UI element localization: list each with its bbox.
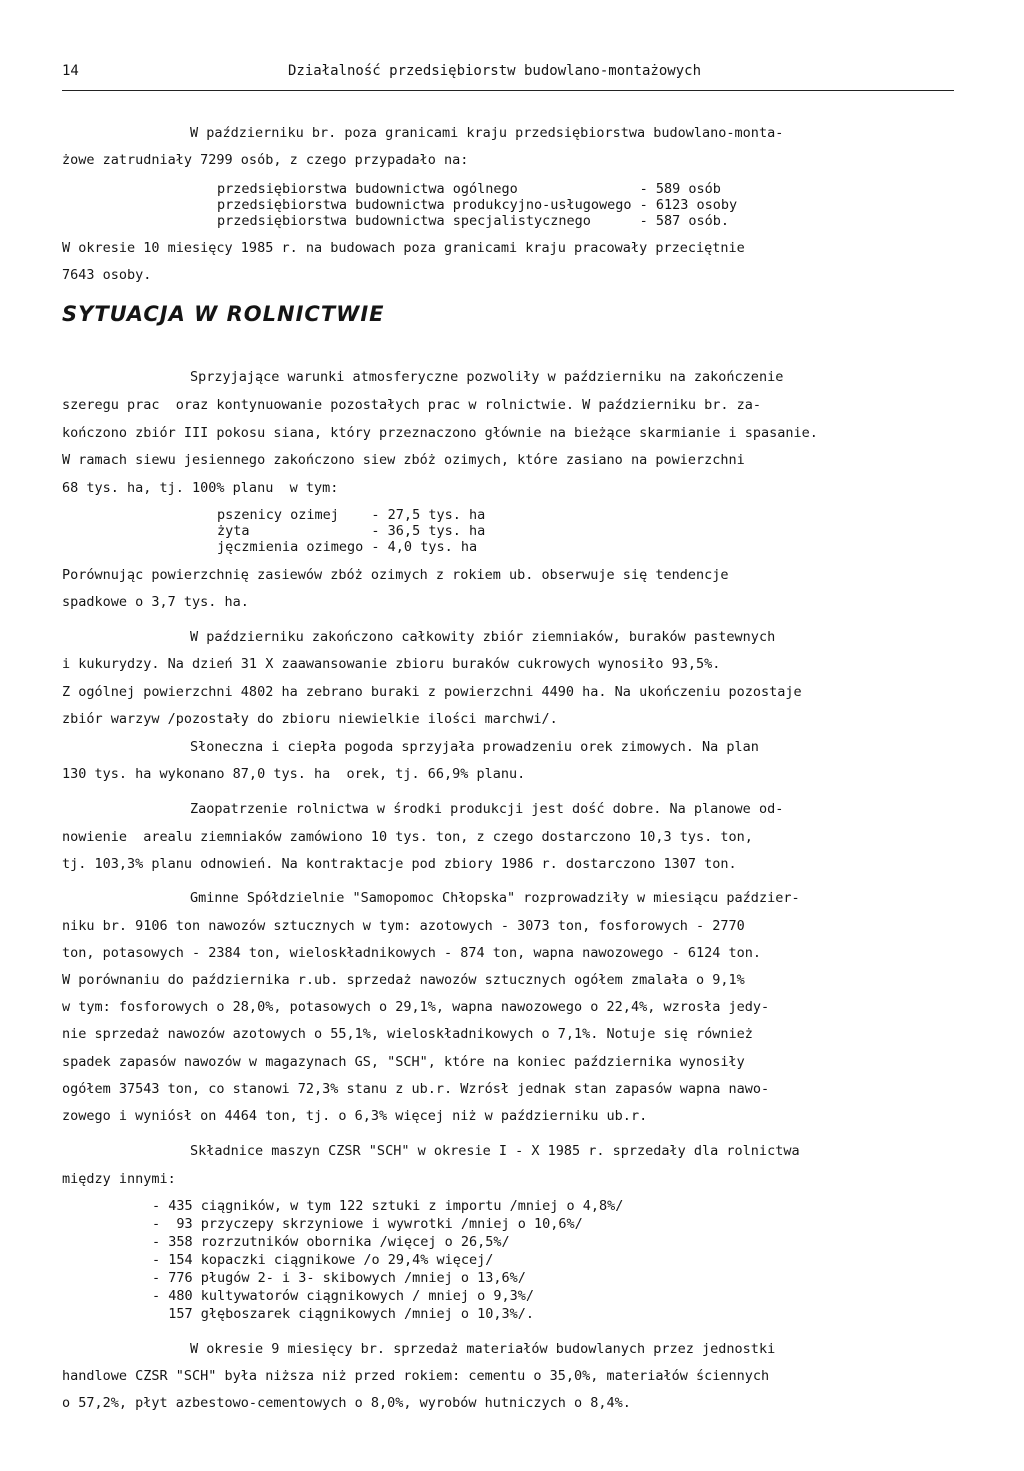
text-line: zowego i wyniósł on 4464 ton, tj. o 6,3% więcej niż w październiku ub.r. bbox=[62, 1108, 648, 1124]
text-line: w tym: fosforowych o 28,0%, potasowych o 29,1%, wapna nawozowego o 22,4%, wzrosła jedy- bbox=[62, 999, 770, 1015]
text-line: W okresie 9 miesięcy br. sprzedaż materiałów budowlanych przez jednostki bbox=[190, 1341, 776, 1357]
text-line: żowe zatrudniały 7299 osób, z czego przypadało na: bbox=[62, 152, 469, 168]
text-line: przedsiębiorstwa budownictwa specjalistycznego - 587 osób. bbox=[217, 213, 730, 229]
text-line: W porównaniu do października r.ub. sprzedaż nawozów sztucznych ogółem zmalała o 9,1% bbox=[62, 972, 745, 988]
text-line: nowienie arealu ziemniaków zamówiono 10 tys. ton, z czego dostarczono 10,3 tys. ton, bbox=[62, 829, 753, 845]
text-line: niku br. 9106 ton nawozów sztucznych w tym: azotowych - 3073 ton, fosforowych - 2770 bbox=[62, 918, 745, 934]
text-line: ton, potasowych - 2384 ton, wieloskładnikowych - 874 ton, wapna nawozowego - 6124 ton. bbox=[62, 945, 761, 961]
text-line: W okresie 10 miesięcy 1985 r. na budowach poza granicami kraju pracowały przeciętnie bbox=[62, 240, 745, 256]
text-line: spadek zapasów nawozów w magazynach GS, "SCH", które na koniec października wynosiły bbox=[62, 1054, 745, 1070]
text-line: żyta - 36,5 tys. ha bbox=[217, 523, 486, 539]
text-line: 130 tys. ha wykonano 87,0 tys. ha orek, tj. 66,9% planu. bbox=[62, 766, 526, 782]
text-line: Składnice maszyn CZSR "SCH" w okresie I - X 1985 r. sprzedały dla rolnictwa bbox=[190, 1143, 800, 1159]
text-line: W ramach siewu jesiennego zakończono siew zbóż ozimych, które zasiano na powierzchni bbox=[62, 452, 745, 468]
text-line: nie sprzedaż nawozów azotowych o 55,1%, wieloskładnikowych o 7,1%. Notuje się również bbox=[62, 1026, 753, 1042]
text-line: Sprzyjające warunki atmosferyczne pozwoliły w październiku na zakończenie bbox=[190, 369, 784, 385]
text-line: szeregu prac oraz kontynuowanie pozostałych prac w rolnictwie. W październiku br. za- bbox=[62, 397, 761, 413]
section-title: SYTUACJA W ROLNICTWIE bbox=[62, 302, 385, 326]
text-line: Z ogólnej powierzchni 4802 ha zebrano buraki z powierzchni 4490 ha. Na ukończeniu pozostaje bbox=[62, 684, 802, 700]
text-line: o 57,2%, płyt azbestowo-cementowych o 8,0%, wyrobów hutniczych o 8,4%. bbox=[62, 1395, 631, 1411]
text-line: - 358 rozrzutników obornika /więcej o 26,5%/ bbox=[152, 1234, 510, 1250]
text-line: 7643 osoby. bbox=[62, 267, 152, 283]
text-line: i kukurydzy. Na dzień 31 X zaawansowanie zbioru buraków cukrowych wynosiło 93,5%. bbox=[62, 656, 721, 672]
text-line: jęczmienia ozimego - 4,0 tys. ha bbox=[217, 539, 478, 555]
text-line: przedsiębiorstwa budownictwa ogólnego - 589 osób bbox=[217, 181, 721, 197]
text-line: - 93 przyczepy skrzyniowe i wywrotki /mniej o 10,6%/ bbox=[152, 1216, 583, 1232]
text-line: między innymi: bbox=[62, 1171, 176, 1187]
text-line: Słoneczna i ciepła pogoda sprzyjała prowadzeniu orek zimowych. Na plan bbox=[190, 739, 759, 755]
text-line: 157 głęboszarek ciągnikowych /mniej o 10,3%/. bbox=[152, 1306, 535, 1322]
text-line: Porównując powierzchnię zasiewów zbóż ozimych z rokiem ub. obserwuje się tendencje bbox=[62, 567, 729, 583]
text-line: Gminne Spółdzielnie "Samopomoc Chłopska" rozprowadziły w miesiącu paździer- bbox=[190, 890, 800, 906]
page-number: 14 bbox=[62, 63, 79, 79]
text-line: przedsiębiorstwa budownictwa produkcyjno-usługowego - 6123 osoby bbox=[217, 197, 738, 213]
text-line: zbiór warzyw /pozostały do zbioru niewielkie ilości marchwi/. bbox=[62, 711, 558, 727]
text-line: W październiku br. poza granicami kraju przedsiębiorstwa budowlano-monta- bbox=[190, 125, 784, 141]
text-line: W październiku zakończono całkowity zbiór ziemniaków, buraków pastewnych bbox=[190, 629, 776, 645]
text-line: - 435 ciągników, w tym 122 sztuki z importu /mniej o 4,8%/ bbox=[152, 1198, 624, 1214]
text-line: - 776 pługów 2- i 3- skibowych /mniej o 13,6%/ bbox=[152, 1270, 526, 1286]
text-line: spadkowe o 3,7 tys. ha. bbox=[62, 594, 249, 610]
text-line: kończono zbiór III pokosu siana, który przeznaczono głównie na bieżące skarmianie i spasanie. bbox=[62, 425, 818, 441]
text-line: handlowe CZSR "SCH" była niższa niż przed rokiem: cementu o 35,0%, materiałów ściennych bbox=[62, 1368, 770, 1384]
header-rule bbox=[62, 90, 954, 91]
text-line: - 480 kultywatorów ciągnikowych / mniej o 9,3%/ bbox=[152, 1288, 535, 1304]
text-line: pszenicy ozimej - 27,5 tys. ha bbox=[217, 507, 486, 523]
text-line: ogółem 37543 ton, co stanowi 72,3% stanu z ub.r. Wzrósł jednak stan zapasów wapna nawo- bbox=[62, 1081, 770, 1097]
running-title: Działalność przedsiębiorstw budowlano-montażowych bbox=[288, 63, 702, 79]
text-line: tj. 103,3% planu odnowień. Na kontraktacje pod zbiory 1986 r. dostarczono 1307 ton. bbox=[62, 856, 737, 872]
text-line: - 154 kopaczki ciągnikowe /o 29,4% więcej/ bbox=[152, 1252, 494, 1268]
text-line: 68 tys. ha, tj. 100% planu w tym: bbox=[62, 480, 339, 496]
text-line: Zaopatrzenie rolnictwa w środki produkcji jest dość dobre. Na planowe od- bbox=[190, 801, 784, 817]
